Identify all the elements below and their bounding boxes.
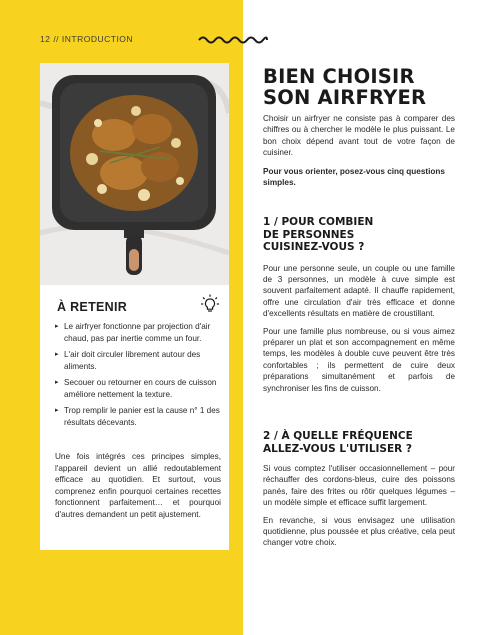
lightbulb-icon <box>200 294 220 314</box>
page-title <box>263 66 483 108</box>
airfryer-basket-photo <box>40 63 229 285</box>
title-line-1: BIEN CHOISIR <box>263 65 415 88</box>
q1-heading-line-2: DE PERSONNES <box>263 228 355 241</box>
bullet-item: ▸ Le airfryer fonctionne par projection d'air chaud, pas par inertie comme un four. <box>55 321 221 344</box>
bullet-item: ▸ Trop remplir le panier est la cause n° 1 des résultats décevants. <box>55 405 221 428</box>
q2-paragraph-2: En revanche, si vous envisagez une utilisation quotidienne, plus poussée et plus créative, cela peut changer votre choix. <box>263 515 455 548</box>
q1-paragraph-2: Pour une famille plus nombreuse, ou si vous aimez préparer un plat et son accompagnement en même temps, les modèles à double cuve peuvent être très confortables ; ils permettent de cuire deux préparations simultanément et parfois de synchroniser les fins de cuisson. <box>263 326 455 393</box>
tip-card <box>40 63 229 550</box>
question-2-heading <box>263 430 455 455</box>
retenir-heading: À RETENIR <box>57 300 128 314</box>
intro-bold-paragraph: Pour vous orienter, posez-vous cinq questions simples. <box>263 166 445 188</box>
q1-heading-line-3: CUISINEZ-VOUS ? <box>263 241 365 253</box>
bullet-item: ▸ Secouer ou retourner en cours de cuisson améliore nettement la texture. <box>55 377 221 400</box>
question-2-section <box>263 430 455 549</box>
wave-decoration-icon <box>198 34 268 46</box>
bullet-item: ▸ L'air doit circuler librement autour des aliments. <box>55 349 221 372</box>
q2-heading-line-1: 2 / À QUELLE FRÉQUENCE <box>263 430 413 442</box>
intro-section <box>263 113 455 188</box>
page-header-label: 12 // INTRODUCTION <box>40 34 134 44</box>
q1-paragraph-1: Pour une personne seule, un couple ou une famille de 3 personnes, un modèle à cuve simple est souvent parfaitement adapté. Il chauffe rapidement, offre une circulation d'air très efficace et donne d'excellents résultats en matière de croustillant. <box>263 263 455 319</box>
question-1-section <box>263 216 455 394</box>
q1-heading-line-1: 1 / POUR COMBIEN <box>263 216 374 228</box>
intro-paragraph: Choisir un airfryer ne consiste pas à comparer des chiffres ou à chercher le modèle le plus puissant. Le bon choix dépend avant tout de votre façon de cuisiner. <box>263 114 455 158</box>
q2-paragraph-1: Si vous comptez l'utiliser occasionnellement – pour réchauffer des cordons-bleus, cuire des poissons panés, faire des frites ou rôtir quelques légumes – un modèle simple et efficace suffit largement. <box>263 464 455 508</box>
retenir-bullet-list <box>55 321 221 433</box>
q2-heading-line-2: ALLEZ-VOUS L'UTILISER ? <box>263 442 412 455</box>
question-1-heading <box>263 216 455 254</box>
title-line-2: SON AIRFRYER <box>263 86 427 109</box>
retenir-summary-text: Une fois intégrés ces principes simples, l'appareil devient un allié redoutablement efficace au quotidien. Et surtout, vous comprenez enfin pourquoi certaines recettes fonctionnent parfaitement… et pourquoi d'autres demandent un petit ajustement. <box>55 452 221 519</box>
